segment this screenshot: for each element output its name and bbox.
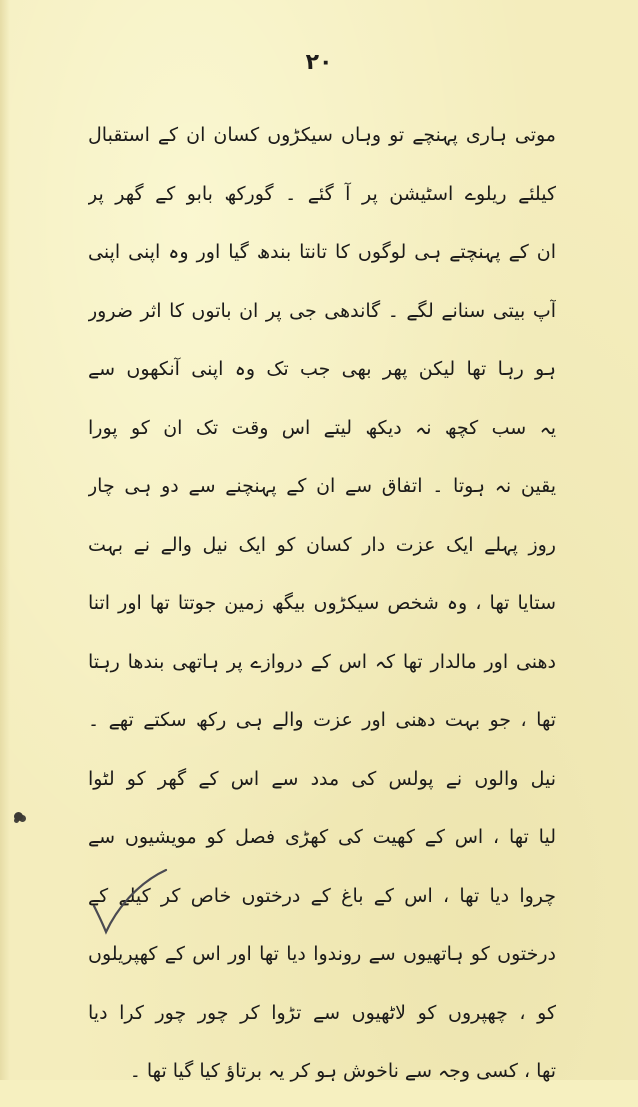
text-line: نیل والوں نے پولس کی مدد سے اس کے گھر کو لٹوا <box>88 767 556 790</box>
page-edge-shadow <box>0 0 10 1080</box>
text-line: درختوں کو ہاتھیوں سے روندوا دیا تھا اور اس کے کھپریلوں <box>88 943 556 965</box>
text-line: چروا دیا تھا ، اس کے باغ کے درختوں خاص کر کیلے کے <box>88 884 556 907</box>
text-line: یقین نہ ہوتا ۔ اتفاق سے ان کے پہنچنے سے دو ہی چار <box>88 475 556 497</box>
text-line: ان کے پہنچتے ہی لوگوں کا تانتا بندھ گیا اور وہ اپنی اپنی <box>88 241 556 263</box>
page-number: ۲۰ <box>305 50 333 75</box>
text-line: کیلئے ریلوے اسٹیشن پر آ گئے ۔ گورکھ بابو کے گھر پر <box>88 182 556 205</box>
text-line: یہ سب کچھ نہ دیکھ لیتے اس وقت تک ان کو پورا <box>88 416 556 439</box>
text-line: دھنی اور مالدار تھا کہ اس کے دروازے پر ہاتھی بندھا رہتا <box>88 650 556 673</box>
text-line: تھا ، جو بہت دھنی اور عزت والے ہی رکھ سکتے تھے ۔ <box>88 709 556 731</box>
text-line: آپ بیتی سنانے لگے ۔ گاندھی جی پر ان باتوں کا اثر ضرور <box>88 299 556 322</box>
text-line: کو ، چھپروں کو لاٹھیوں سے تڑوا کر چور چور کرا دیا <box>88 1001 556 1024</box>
text-line: روز پہلے ایک عزت دار کسان کو ایک نیل والے نے بہت <box>88 533 556 556</box>
body-text <box>88 112 556 1107</box>
text-line: ہو رہا تھا لیکن پھر بھی جب تک وہ اپنی آنکھوں سے <box>88 358 556 380</box>
text-line: لیا تھا ، اس کے کھیت کی کھڑی فصل کو مویشیوں سے <box>88 826 556 848</box>
ink-smudge <box>14 812 23 821</box>
pen-check-mark <box>88 866 170 936</box>
text-line: ستایا تھا ، وہ شخص سیکڑوں بیگھ زمین جوتتا تھا اور اتنا <box>88 592 556 614</box>
text-line: تھا ، کسی وجہ سے ناخوش ہو کر یہ برتاؤ کیا گیا تھا ۔ <box>129 1060 556 1082</box>
text-line: موتی ہاری پہنچے تو وہاں سیکڑوں کسان ان کے استقبال <box>88 124 556 146</box>
